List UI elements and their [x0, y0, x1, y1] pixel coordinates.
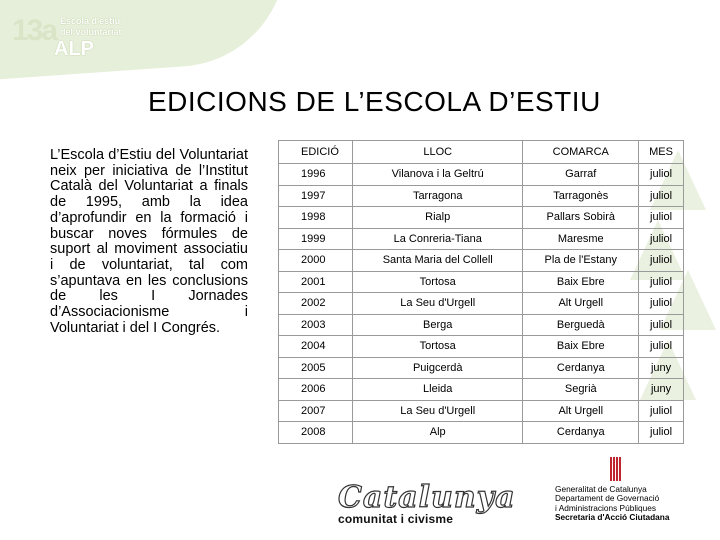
cell-mes: juliol — [639, 207, 684, 229]
header-comarca: COMARCA — [523, 141, 639, 164]
cell-edicio: 2000 — [279, 250, 353, 272]
cell-mes: juliol — [639, 271, 684, 293]
page-title: EDICIONS DE L’ESCOLA D’ESTIU — [148, 86, 601, 117]
cell-lloc: Rialp — [353, 207, 523, 229]
catalunya-wordmark: Catalunya — [338, 480, 516, 515]
cell-comarca: Garraf — [523, 164, 639, 186]
header-mes: MES — [639, 141, 684, 164]
table-row — [279, 293, 684, 315]
cell-mes: juliol — [639, 314, 684, 336]
editions-table — [278, 140, 684, 444]
generalitat-logo — [555, 463, 705, 523]
cell-lloc: Santa Maria del Collell — [353, 250, 523, 272]
table-header-row — [279, 141, 684, 164]
header-edicio: EDICIÓ — [279, 141, 353, 164]
cell-lloc: Tortosa — [353, 336, 523, 358]
table-row — [279, 422, 684, 444]
generalitat-line-3: i Administracions Públiques — [555, 502, 656, 513]
header-lloc: LLOC — [353, 141, 523, 164]
cell-comarca: Tarragonès — [523, 185, 639, 207]
cell-edicio: 2008 — [279, 422, 353, 444]
cell-edicio: 2003 — [279, 314, 353, 336]
cell-mes: juliol — [639, 400, 684, 422]
table-row — [279, 250, 684, 272]
cell-comarca: Cerdanya — [523, 422, 639, 444]
cell-mes: juny — [639, 357, 684, 379]
cell-lloc: Puigcerdà — [353, 357, 523, 379]
table-row — [279, 228, 684, 250]
logo-number: 13a — [12, 14, 57, 47]
catalunya-logo — [338, 480, 516, 533]
cell-lloc: Alp — [353, 422, 523, 444]
table-row — [279, 379, 684, 401]
cell-comarca: Berguedà — [523, 314, 639, 336]
cell-comarca: Pla de l'Estany — [523, 250, 639, 272]
logo-line-1: Escola d'estiu — [60, 16, 121, 26]
cell-comarca: Maresme — [523, 228, 639, 250]
cell-mes: juliol — [639, 185, 684, 207]
cell-comarca: Cerdanya — [523, 357, 639, 379]
logo-name: ALP — [54, 38, 94, 60]
senyera-emblem-icon — [610, 457, 624, 481]
table-row — [279, 314, 684, 336]
table-row — [279, 336, 684, 358]
cell-comarca: Baix Ebre — [523, 336, 639, 358]
table-row — [279, 271, 684, 293]
cell-comarca: Alt Urgell — [523, 400, 639, 422]
table-row — [279, 400, 684, 422]
cell-edicio: 1997 — [279, 185, 353, 207]
generalitat-line-1: Generalitat de Catalunya — [555, 484, 647, 494]
cell-edicio: 2001 — [279, 271, 353, 293]
cell-mes: juliol — [639, 336, 684, 358]
cell-mes: juliol — [639, 422, 684, 444]
cell-lloc: La Seu d'Urgell — [353, 400, 523, 422]
cell-lloc: Tortosa — [353, 271, 523, 293]
catalunya-tagline: comunitat i civisme — [338, 512, 454, 526]
cell-mes: juliol — [639, 250, 684, 272]
cell-edicio: 1998 — [279, 207, 353, 229]
intro-paragraph: L’Escola d’Estiu del Voluntariat neix per iniciativa de l’Institut Català del Voluntariat a finals de 1995, amb la idea d’aprofundir en la formació i buscar noves fórmules de suport al moviment associatiu i de voluntariat, tal com s’apuntava en les conclusions de les I Jornades d’Associacionisme i Voluntariat i del I Congrés. — [50, 147, 248, 336]
cell-edicio: 2007 — [279, 400, 353, 422]
cell-lloc: Lleida — [353, 379, 523, 401]
cell-edicio: 2004 — [279, 336, 353, 358]
cell-lloc: La Seu d'Urgell — [353, 293, 523, 315]
cell-mes: juny — [639, 379, 684, 401]
cell-lloc: Berga — [353, 314, 523, 336]
cell-mes: juliol — [639, 293, 684, 315]
generalitat-line-2: Departament de Governació — [555, 493, 660, 504]
generalitat-secretaria: Secretaria d'Acció Ciutadana — [555, 512, 670, 523]
cell-lloc: Tarragona — [353, 185, 523, 207]
table-row — [279, 207, 684, 229]
table-row — [279, 185, 684, 207]
cell-lloc: Vilanova i la Geltrú — [353, 164, 523, 186]
cell-edicio: 2002 — [279, 293, 353, 315]
table-row — [279, 164, 684, 186]
cell-mes: juliol — [639, 164, 684, 186]
cell-mes: juliol — [639, 228, 684, 250]
table-row — [279, 357, 684, 379]
cell-comarca: Pallars Sobirà — [523, 207, 639, 229]
cell-edicio: 2005 — [279, 357, 353, 379]
escola-estiu-logo — [0, 0, 300, 80]
cell-lloc: La Conreria-Tiana — [353, 228, 523, 250]
logo-line-2: del voluntariat — [60, 27, 122, 37]
cell-comarca: Alt Urgell — [523, 293, 639, 315]
cell-edicio: 1996 — [279, 164, 353, 186]
cell-edicio: 2006 — [279, 379, 353, 401]
cell-comarca: Segrià — [523, 379, 639, 401]
cell-edicio: 1999 — [279, 228, 353, 250]
cell-comarca: Baix Ebre — [523, 271, 639, 293]
